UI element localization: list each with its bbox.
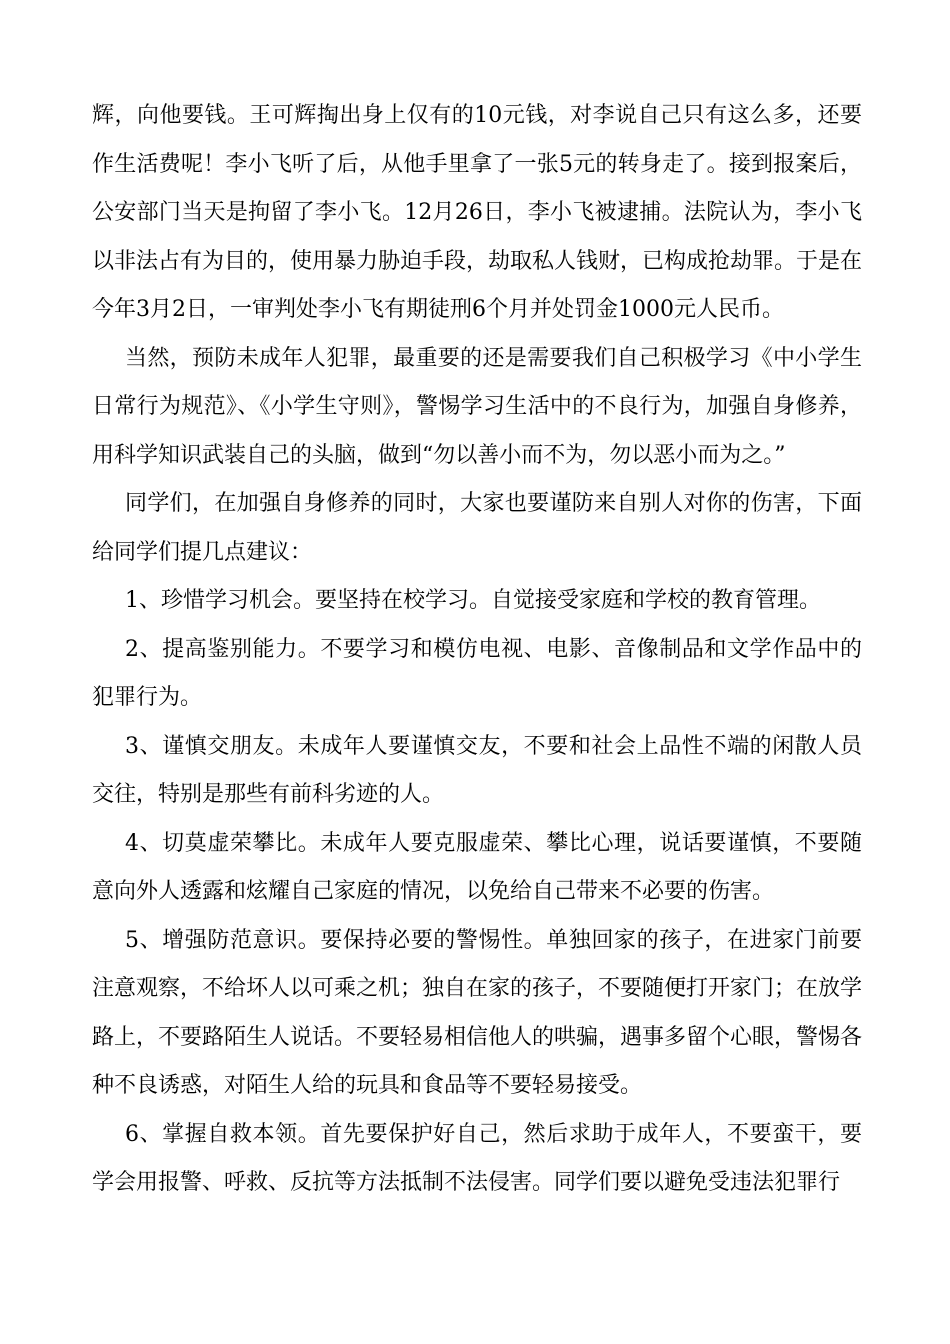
paragraph-intro-suggestions: 同学们，在加强自身修养的同时，大家也要谨防来自别人对你的伤害，下面给同学们提几点建议： [92, 491, 862, 565]
suggestion-item-3: 3、谨慎交朋友。未成年人要谨慎交友，不要和社会上品性不端的闲散人员交往，特别是那些有前科劣迹的人。 [92, 733, 862, 807]
suggestion-item-1: 1、珍惜学习机会。要坚持在校学习。自觉接受家庭和学校的教育管理。 [125, 588, 821, 613]
suggestion-item-4: 4、切莫虚荣攀比。未成年人要克服虚荣、攀比心理，说话要谨慎，不要随意向外人透露和炫耀自己家庭的情况，以免给自己带来不必要的伤害。 [92, 830, 862, 904]
suggestion-item-5: 5、增强防范意识。要保持必要的警惕性。单独回家的孩子，在进家门前要注意观察，不给坏人以可乘之机；独自在家的孩子，不要随便打开家门；在放学路上，不要路陌生人说话。不要轻易相信他人的哄骗，遇事多留个心眼，警惕各种不良诱惑，对陌生人给的玩具和食品等不要轻易接受。 [92, 927, 863, 1098]
suggestion-item-2: 2、提高鉴别能力。不要学习和模仿电视、电影、音像制品和文学作品中的犯罪行为。 [92, 636, 862, 710]
document-body [92, 92, 862, 1208]
paragraph-prevention: 当然，预防未成年人犯罪，最重要的还是需要我们自己积极学习《中小学生日常行为规范》、《小学生守则》，警惕学习生活中的不良行为，加强自身修养，用科学知识武装自己的头脑，做到“勿以善小而不为，勿以恶小而为之。” [92, 345, 862, 468]
paragraph-case-continued: 辉，向他要钱。王可辉掏出身上仅有的10元钱，对李说自己只有这么多，还要作生活费呢！李小飞听了后，从他手里拿了一张5元的转身走了。接到报案后，公安部门当天是拘留了李小飞。12月26日，李小飞被逮捕。法院认为，李小飞以非法占有为目的，使用暴力胁迫手段，劫取私人钱财，已构成抢劫罪。于是在今年3月2日，一审判处李小飞有期徒刑6个月并处罚金1000元人民币。 [92, 103, 863, 322]
suggestion-item-6: 6、掌握自救本领。首先要保护好自己，然后求助于成年人，不要蛮干，要学会用报警、呼救、反抗等方法抵制不法侵害。同学们要以避免受违法犯罪行 [92, 1121, 862, 1195]
